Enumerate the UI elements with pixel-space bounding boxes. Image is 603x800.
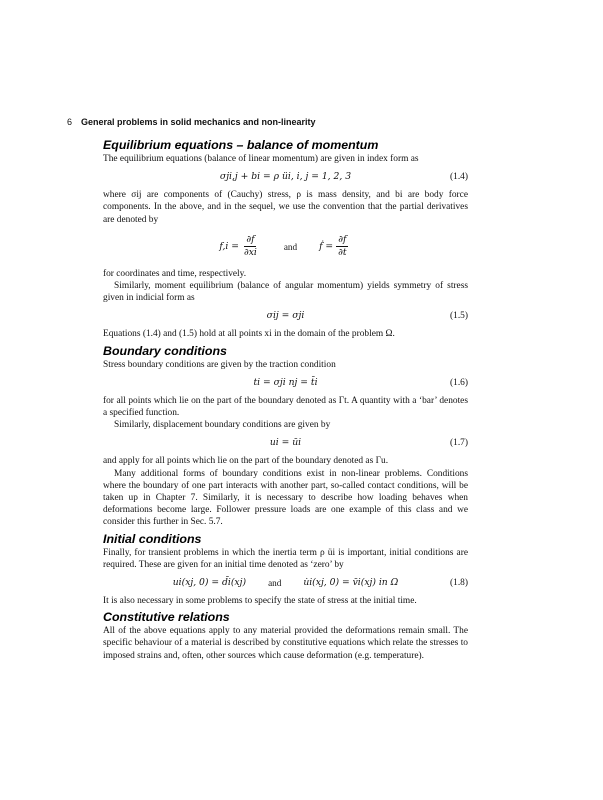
equation-number: (1.7) (450, 438, 468, 449)
equation-connector: and (283, 241, 298, 252)
equation-lhs: f,i = (219, 240, 239, 252)
equation-number: (1.6) (450, 377, 468, 388)
text-column (103, 138, 468, 662)
running-head-title: General problems in solid mechanics and non-linearity (81, 117, 316, 127)
equation-1-8 (103, 571, 468, 595)
paragraph: Similarly, moment equilibrium (balance of angular momentum) yields symmetry of stress given in indicial form as (103, 281, 468, 304)
fraction-numerator: ∂f (336, 234, 348, 247)
equation-number: (1.5) (450, 311, 468, 322)
fraction-numerator: ∂f (244, 234, 256, 247)
paragraph: Similarly, displacement boundary conditions are given by (114, 420, 331, 431)
running-head (67, 117, 316, 127)
equation-1-7 (103, 431, 468, 455)
fraction-denominator: ∂xi (243, 247, 257, 259)
equation-right: u̇i(xj, 0) = v̄i(xj) in Ω (303, 576, 399, 588)
paragraph: Many additional forms of boundary conditions exist in non-linear problems. Conditions where the boundary of one part interacts with another part, so-called contact conditions, will be taken up in Chapter 7. Similarly, it is necessary to describe how loading behaves when deformations become large. Follower pressure loads are one example of this class and we consider this further in Sec. 5.7. (103, 468, 468, 528)
equation-lhs: ḟ = (319, 240, 334, 252)
fraction-denominator: ∂t (338, 247, 347, 259)
equation-formula: ui = ūi (269, 437, 302, 449)
equation-1-6 (103, 371, 468, 395)
section-heading-initial: Initial conditions (103, 531, 202, 546)
paragraph: and apply for all points which lie on the part of the boundary denoted as Γu. (103, 456, 389, 467)
equation-formula: ti = σji nj = t̄i (253, 376, 318, 388)
equation-derivatives (103, 226, 468, 268)
equation-formula: σji,j + bi = ρ üi, i, j = 1, 2, 3 (219, 171, 352, 183)
paragraph: Finally, for transient problems in which the inertia term ρ üi is important, initial conditions are required. These are given for an initial time denoted as ‘zero’ by (103, 547, 468, 570)
equation-1-5 (103, 304, 468, 328)
page-number: 6 (67, 117, 73, 127)
paragraph: for coordinates and time, respectively. (103, 268, 247, 279)
equation-number: (1.8) (450, 577, 468, 588)
equation-left: ui(xj, 0) = d̄i(xj) (172, 576, 247, 588)
paragraph: All of the above equations apply to any material provided the deformations remain small. The specific behaviour of a material is described by constitutive equations which relate the stresses to imposed strains and, often, other sources which cause deformation (e.g. temperature). (103, 626, 468, 661)
paragraph: Stress boundary conditions are given by the traction condition (103, 359, 336, 370)
equation-number: (1.4) (450, 172, 468, 183)
fraction (242, 234, 259, 259)
section-heading-constitutive: Constitutive relations (103, 610, 230, 625)
equation-connector: and (268, 577, 282, 588)
paragraph: where σij are components of (Cauchy) stress, ρ is mass density, and bi are body force components. In the above, and in the sequel, we use the convention that the partial derivatives are denoted by (103, 190, 468, 225)
section-heading-boundary: Boundary conditions (103, 343, 227, 358)
paragraph: The equilibrium equations (balance of linear momentum) are given in index form as (103, 154, 419, 164)
paragraph: Equations (1.4) and (1.5) hold at all points xi in the domain of the problem Ω. (103, 329, 395, 340)
paragraph: It is also necessary in some problems to specify the state of stress at the initial time. (103, 596, 417, 607)
equation-formula: σij = σji (266, 310, 305, 322)
section-heading-equilibrium: Equilibrium equations – balance of momentum (103, 138, 379, 152)
equation-1-4 (103, 165, 468, 189)
fraction (336, 234, 348, 259)
paragraph: for all points which lie on the part of the boundary denoted as Γt. A quantity with a ‘bar’ denotes a specified function. (103, 395, 468, 419)
